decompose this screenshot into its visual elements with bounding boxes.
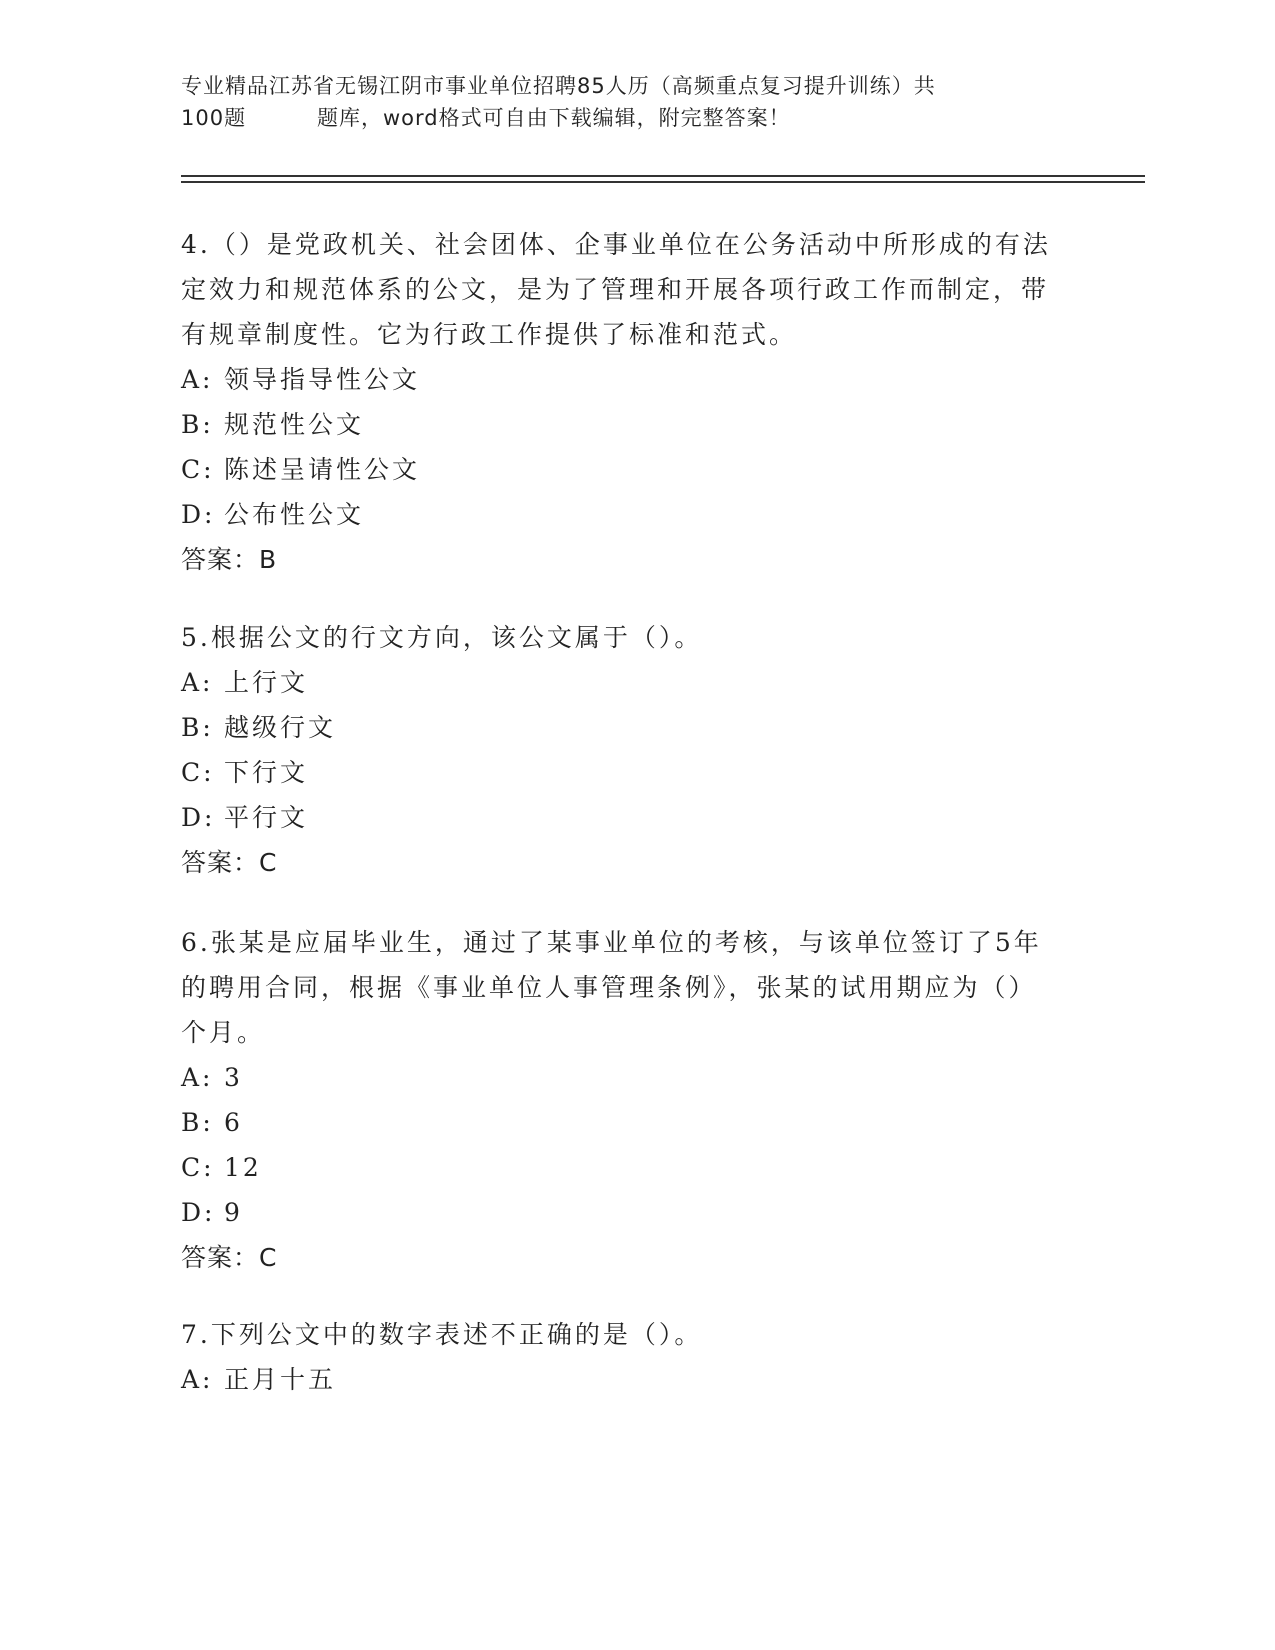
option-text: 陈述呈请性公文 (224, 455, 421, 484)
option-a (181, 1357, 1061, 1402)
header-line-2 (181, 102, 1061, 134)
question-5 (181, 615, 1061, 885)
option-text: 12 (224, 1153, 262, 1182)
option-text: 3 (224, 1063, 243, 1092)
option-d (181, 795, 1061, 840)
option-b (181, 402, 1061, 447)
document-header (181, 70, 1061, 134)
option-text: 平行文 (224, 803, 309, 832)
option-text: 上行文 (224, 668, 309, 697)
option-key: C: (181, 455, 215, 484)
option-text: 6 (224, 1108, 243, 1137)
option-key: C: (181, 1153, 215, 1182)
option-key: D: (181, 803, 216, 832)
option-c (181, 750, 1061, 795)
answer: 答案：C (181, 1243, 278, 1272)
option-text: 领导指导性公文 (224, 365, 421, 394)
answer: 答案：C (181, 848, 278, 877)
header-divider-bottom (181, 181, 1145, 183)
option-key: C: (181, 758, 215, 787)
question-6 (181, 920, 1061, 1280)
option-key: A: (181, 1365, 214, 1394)
question-4 (181, 222, 1061, 582)
option-text: 越级行文 (224, 713, 337, 742)
header-line-1: 专业精品江苏省无锡江阴市事业单位招聘85人历（高频重点复习提升训练）共 (181, 74, 936, 98)
option-text: 规范性公文 (224, 410, 365, 439)
option-text: 正月十五 (224, 1365, 337, 1394)
option-key: A: (181, 1063, 214, 1092)
option-text: 公布性公文 (224, 500, 365, 529)
option-key: D: (181, 500, 216, 529)
question-stem: 7.下列公文中的数字表述不正确的是（）。 (181, 1320, 703, 1349)
option-a (181, 357, 1061, 402)
option-a (181, 660, 1061, 705)
option-b (181, 705, 1061, 750)
question-stem: 4.（）是党政机关、社会团体、企事业单位在公务活动中所形成的有法定效力和规范体系的公文，是为了管理和开展各项行政工作而制定，带有规章制度性。它为行政工作提供了标准和范式。 (181, 230, 1051, 349)
option-key: A: (181, 365, 214, 394)
option-key: B: (181, 410, 214, 439)
option-text: 9 (224, 1198, 243, 1227)
option-key: D: (181, 1198, 216, 1227)
answer: 答案：B (181, 545, 278, 574)
option-text: 下行文 (224, 758, 309, 787)
question-stem: 6.张某是应届毕业生，通过了某事业单位的考核，与该单位签订了5年的聘用合同，根据《事业单位人事管理条例》，张某的试用期应为（）个月。 (181, 928, 1042, 1047)
option-d (181, 492, 1061, 537)
option-a (181, 1055, 1061, 1100)
option-b (181, 1100, 1061, 1145)
header-divider-top (181, 175, 1145, 177)
header-question-count: 100题 (181, 106, 247, 130)
question-7 (181, 1312, 1061, 1402)
option-key: A: (181, 668, 214, 697)
option-c (181, 1145, 1061, 1190)
option-c (181, 447, 1061, 492)
option-d (181, 1190, 1061, 1235)
option-key: B: (181, 713, 214, 742)
header-line-2-text: 题库，word格式可自由下载编辑，附完整答案！ (317, 106, 791, 130)
question-stem: 5.根据公文的行文方向，该公文属于（）。 (181, 623, 703, 652)
option-key: B: (181, 1108, 214, 1137)
